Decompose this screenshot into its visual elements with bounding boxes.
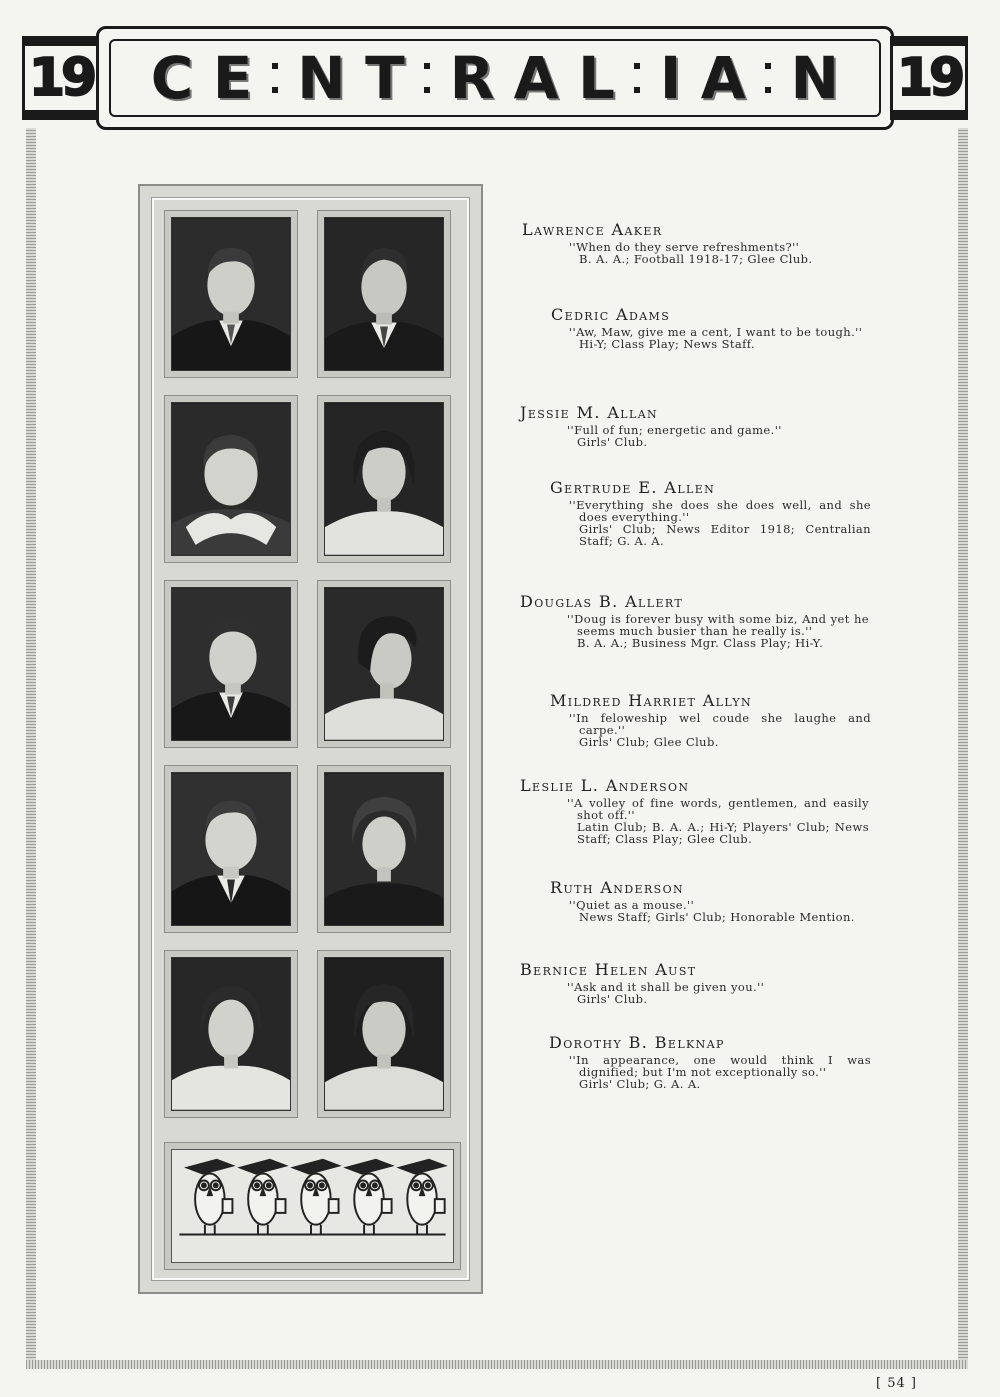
senior-entry xyxy=(551,305,931,350)
photo-cell xyxy=(317,950,451,1118)
portrait-photo xyxy=(171,957,291,1111)
entry-name: Lawrence Aaker xyxy=(522,220,663,239)
senior-entry xyxy=(520,960,900,1005)
photo-cell xyxy=(164,765,298,933)
entry-name: Jessie M. Allan xyxy=(520,403,659,422)
banner-separator xyxy=(424,63,430,93)
female-portrait-icon xyxy=(325,958,443,1110)
female-portrait-icon xyxy=(325,403,443,555)
entry-name: Gertrude E. Allen xyxy=(550,478,716,497)
entry-activities: B. A. A.; Business Mgr. Class Play; Hi-Y. xyxy=(577,636,824,650)
portrait-photo xyxy=(171,772,291,926)
banner-letter: N xyxy=(297,44,346,112)
senior-entry xyxy=(520,592,900,649)
entry-activities: Girls' Club; Glee Club. xyxy=(579,735,719,749)
photo-panel xyxy=(138,184,483,1294)
banner-separator xyxy=(634,63,640,93)
year-left: 19 xyxy=(22,43,100,113)
portrait-photo xyxy=(171,587,291,741)
entry-name: Ruth Anderson xyxy=(550,878,685,897)
entry-activities: B. A. A.; Football 1918-17; Glee Club. xyxy=(579,252,813,266)
entry-activities: News Staff; Girls' Club; Honorable Mention. xyxy=(579,910,855,924)
photo-cell xyxy=(164,210,298,378)
senior-entry xyxy=(520,776,900,845)
photo-cell xyxy=(164,580,298,748)
graduate-owls-illustration xyxy=(171,1149,454,1263)
entry-quote: ''Aw, Maw, give me a cent, I want to be tough.'' xyxy=(569,325,863,339)
female-profile-portrait-icon xyxy=(325,588,443,740)
senior-entry xyxy=(550,691,930,748)
senior-entry xyxy=(550,478,930,547)
yearbook-header xyxy=(22,26,968,130)
entry-quote: ''In feloweship wel coude she laughe and carpe.'' xyxy=(569,711,871,737)
photo-cell xyxy=(317,765,451,933)
owls-cell xyxy=(164,1142,461,1270)
banner-letter: T xyxy=(365,44,405,112)
banner-separator xyxy=(272,63,278,93)
entry-activities: Girls' Club. xyxy=(577,435,648,449)
banner-letter: A xyxy=(700,44,746,112)
entry-quote: ''Quiet as a mouse.'' xyxy=(569,898,695,912)
entry-activities: Hi-Y; Class Play; News Staff. xyxy=(579,337,756,351)
portrait-photo xyxy=(324,217,444,371)
banner-letter: A xyxy=(513,44,559,112)
photo-cell xyxy=(317,395,451,563)
portrait-photo xyxy=(324,587,444,741)
senior-entry xyxy=(522,220,902,265)
entry-quote: ''In appearance, one would think I was dignified; but I'm not exceptionally so.'' xyxy=(569,1053,871,1079)
entry-activities: Girls' Club; G. A. A. xyxy=(579,1077,701,1091)
entry-quote: ''When do they serve refreshments?'' xyxy=(569,240,800,254)
owl-icon xyxy=(172,1150,453,1262)
entry-name: Mildred Harriet Allyn xyxy=(550,691,753,710)
entry-name: Dorothy B. Belknap xyxy=(549,1033,725,1052)
senior-entry xyxy=(549,1033,929,1090)
entry-name: Bernice Helen Aust xyxy=(520,960,697,979)
photo-cell xyxy=(164,395,298,563)
entry-quote: ''Doug is forever busy with some biz, And yet he seems much busier than he really is.'' xyxy=(567,612,869,638)
year-right-block xyxy=(890,36,968,120)
page-frame-left xyxy=(26,128,36,1367)
female-portrait-icon xyxy=(172,403,290,555)
banner-letter: C xyxy=(150,44,194,112)
photo-cell xyxy=(317,210,451,378)
entry-quote: ''A volley of fine words, gentlemen, and easily shot off.'' xyxy=(567,796,869,822)
entry-activities: Girls' Club. xyxy=(577,992,648,1006)
senior-entry xyxy=(550,878,930,923)
entry-name: Douglas B. Allert xyxy=(520,592,684,611)
portrait-photo xyxy=(324,957,444,1111)
portrait-photo xyxy=(171,402,291,556)
senior-entry xyxy=(520,403,900,448)
entry-quote: ''Ask and it shall be given you.'' xyxy=(567,980,765,994)
male-portrait-icon xyxy=(172,773,290,925)
year-left-block xyxy=(22,36,100,120)
entry-name: Cedric Adams xyxy=(551,305,671,324)
banner-letter: E xyxy=(212,44,253,112)
entry-activities: Latin Club; B. A. A.; Hi-Y; Players' Club; News Staff; Class Play; Glee Club. xyxy=(577,820,869,846)
portrait-photo xyxy=(324,402,444,556)
photo-cell xyxy=(317,580,451,748)
entry-quote: ''Full of fun; energetic and game.'' xyxy=(567,423,782,437)
page-number: [ 54 ] xyxy=(876,1376,917,1391)
banner-lettering xyxy=(109,39,881,117)
banner-letter: N xyxy=(790,44,840,112)
banner-separator xyxy=(765,63,771,93)
male-portrait-icon xyxy=(325,218,443,370)
female-portrait-icon xyxy=(172,958,290,1110)
year-right: 19 xyxy=(890,43,968,113)
centralian-banner xyxy=(96,26,894,130)
female-portrait-icon xyxy=(325,773,443,925)
page-frame-bottom xyxy=(26,1360,968,1369)
portrait-photo xyxy=(324,772,444,926)
entry-name: Leslie L. Anderson xyxy=(520,776,690,795)
photo-cell xyxy=(164,950,298,1118)
entry-activities: Girls' Club; News Editor 1918; Centralian Staff; G. A. A. xyxy=(579,522,871,548)
photo-panel-inner xyxy=(152,198,469,1280)
banner-letter: L xyxy=(577,44,615,112)
page-frame-right xyxy=(958,128,968,1367)
male-portrait-icon xyxy=(172,588,290,740)
banner-letter: I xyxy=(659,44,682,112)
banner-letter: R xyxy=(449,44,495,112)
male-portrait-icon xyxy=(172,218,290,370)
entry-quote: ''Everything she does she does well, and she does everything.'' xyxy=(569,498,871,524)
portrait-photo xyxy=(171,217,291,371)
